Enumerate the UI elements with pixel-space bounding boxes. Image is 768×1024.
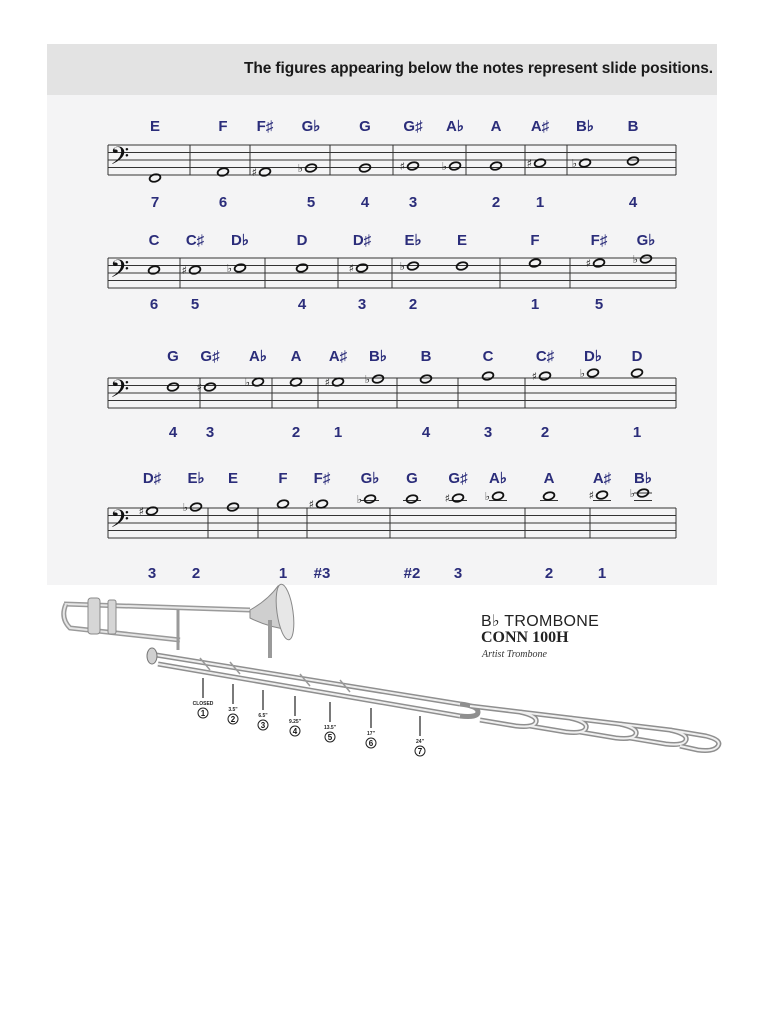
note-name: G♯	[403, 118, 423, 135]
note-name: E♭	[404, 232, 422, 249]
note-name: G♭	[360, 470, 380, 487]
trombone-drawing	[64, 583, 719, 750]
slide-position-number: 4	[360, 194, 370, 211]
slide-marker-label: 24"	[416, 739, 424, 745]
note-name: A♯	[328, 348, 348, 365]
slide-position-number: 2	[291, 424, 301, 441]
note-name: D♭	[584, 348, 602, 365]
slide-marker-label: CLOSED	[192, 701, 214, 707]
note-name: F♯	[590, 232, 608, 249]
flat-icon: ♭	[579, 367, 585, 380]
slide-position-number: 3	[408, 194, 418, 211]
sharp-icon: ♯	[531, 370, 537, 383]
header-text: The figures appearing below the notes represent slide positions.	[243, 60, 713, 77]
note-name: G	[406, 470, 418, 487]
flat-icon: ♭	[632, 253, 638, 266]
note-name: A♯	[592, 470, 612, 487]
slide-position-number: 4	[421, 424, 431, 441]
slide-position-number: 2	[408, 296, 418, 313]
slide-marker-label: 13.5"	[323, 725, 337, 731]
flat-icon: ♭	[297, 162, 303, 175]
note-name: B♭	[634, 470, 652, 487]
slide-marker-label: 9.25"	[288, 719, 302, 725]
note-name: E	[456, 232, 468, 249]
slide-marker-5	[324, 702, 337, 742]
slide-position-number: 6	[149, 296, 159, 313]
sharp-icon: ♯	[181, 264, 187, 277]
note-name: F	[218, 118, 228, 135]
flat-icon: ♭	[441, 160, 447, 173]
flat-icon: ♭	[356, 493, 362, 506]
note-name: A	[490, 118, 502, 135]
note-name: B	[420, 348, 432, 365]
slide-marker-number: 3	[260, 721, 266, 730]
slide-position-number: 4	[168, 424, 178, 441]
note-name: D♯	[352, 232, 372, 249]
note-name: B♭	[369, 348, 387, 365]
note-name: F♯	[313, 470, 331, 487]
note-name: D	[631, 348, 643, 365]
bass-clef-icon: 𝄢	[110, 505, 130, 540]
note-name: C♯	[185, 232, 205, 249]
sharp-icon: ♯	[196, 381, 202, 394]
slide-position-number: 5	[190, 296, 200, 313]
sharp-icon: ♯	[348, 262, 354, 275]
note-name: F	[530, 232, 540, 249]
note-name: A	[290, 348, 302, 365]
flat-icon: ♭	[571, 157, 577, 170]
note-name: A♭	[249, 348, 267, 365]
slide-marker-4	[289, 696, 302, 736]
slide-marker-number: 2	[230, 715, 236, 724]
slide-position-number: 3	[453, 565, 463, 582]
slide-marker-number: 4	[292, 727, 298, 736]
sharp-icon: ♯	[526, 157, 532, 170]
note-name: A	[543, 470, 555, 487]
note-name: G♯	[200, 348, 220, 365]
bass-clef-icon: 𝄢	[110, 375, 130, 410]
note-name: D♭	[231, 232, 249, 249]
note-name: G	[167, 348, 179, 365]
note-name: C♯	[535, 348, 555, 365]
slide-position-number: 1	[278, 565, 288, 582]
slide-marker-1	[193, 678, 214, 718]
flat-icon: ♭	[399, 260, 405, 273]
note-name: C	[482, 348, 494, 365]
slide-marker-2	[228, 684, 238, 724]
note-name: A♯	[530, 118, 550, 135]
slide-marker-number: 6	[368, 739, 374, 748]
trombone-title: B♭ TROMBONE	[481, 613, 600, 630]
flat-icon: ♭	[484, 490, 490, 503]
slide-position-number: 7	[150, 194, 160, 211]
flat-icon: ♭	[226, 262, 232, 275]
note-name: B	[627, 118, 639, 135]
slide-marker-label: 3.5"	[228, 707, 238, 713]
slide-position-number: 3	[147, 565, 157, 582]
sharp-icon: ♯	[308, 498, 314, 511]
slide-position-number: 5	[306, 194, 316, 211]
note-name: F♯	[256, 118, 274, 135]
trombone-subtitle: Artist Trombone	[482, 649, 547, 660]
slide-position-number: 2	[540, 424, 550, 441]
slide-marker-6	[366, 708, 376, 748]
note-name: C	[148, 232, 160, 249]
slide-position-number: 1	[333, 424, 343, 441]
note-name: G♯	[448, 470, 468, 487]
slide-position-number: 2	[491, 194, 501, 211]
slide-marker-label: 6.5"	[258, 713, 268, 719]
slide-position-number: 1	[535, 194, 545, 211]
slide-position-number: 6	[218, 194, 228, 211]
note-name: D♯	[142, 470, 162, 487]
note-name: G	[359, 118, 371, 135]
sharp-icon: ♯	[588, 489, 594, 502]
sharp-icon: ♯	[399, 160, 405, 173]
slide-marker-7	[415, 716, 425, 756]
note-name: E	[227, 470, 239, 487]
slide-position-number: 2	[544, 565, 554, 582]
sharp-icon: ♯	[324, 376, 330, 389]
bass-clef-icon: 𝄢	[110, 142, 130, 177]
slide-position-number: 1	[632, 424, 642, 441]
slide-position-number: 3	[483, 424, 493, 441]
note-name: E♭	[187, 470, 205, 487]
flat-icon: ♭	[629, 487, 635, 500]
slide-position-number: 1	[530, 296, 540, 313]
slide-marker-label: 17"	[367, 731, 375, 737]
slide-position-number: 2	[191, 565, 201, 582]
note-name: B♭	[576, 118, 594, 135]
slide-marker-number: 5	[327, 733, 333, 742]
note-name: D	[296, 232, 308, 249]
flat-icon: ♭	[182, 501, 188, 514]
slide-position-number: 3	[205, 424, 215, 441]
note-name: A♭	[489, 470, 507, 487]
sharp-icon: ♯	[138, 505, 144, 518]
slide-position-number: 4	[297, 296, 307, 313]
slide-position-number: 1	[597, 565, 607, 582]
slide-position-number: 5	[594, 296, 604, 313]
slide-marker-3	[258, 690, 268, 730]
note-name: G♭	[636, 232, 656, 249]
trombone-model: CONN 100H	[481, 629, 569, 646]
slide-marker-number: 1	[200, 709, 206, 718]
note-name: A♭	[446, 118, 464, 135]
sharp-icon: ♯	[251, 166, 257, 179]
bass-clef-icon: 𝄢	[110, 255, 130, 290]
flat-icon: ♭	[244, 376, 250, 389]
note-name: F	[278, 470, 288, 487]
note-name: G♭	[301, 118, 321, 135]
sharp-icon: ♯	[585, 257, 591, 270]
slide-position-number: #2	[403, 565, 421, 582]
sharp-icon: ♯	[444, 492, 450, 505]
slide-position-number: 4	[628, 194, 638, 211]
slide-position-number: #3	[313, 565, 331, 582]
note-name: E	[149, 118, 161, 135]
flat-icon: ♭	[364, 373, 370, 386]
slide-position-number: 3	[357, 296, 367, 313]
slide-marker-number: 7	[417, 747, 423, 756]
